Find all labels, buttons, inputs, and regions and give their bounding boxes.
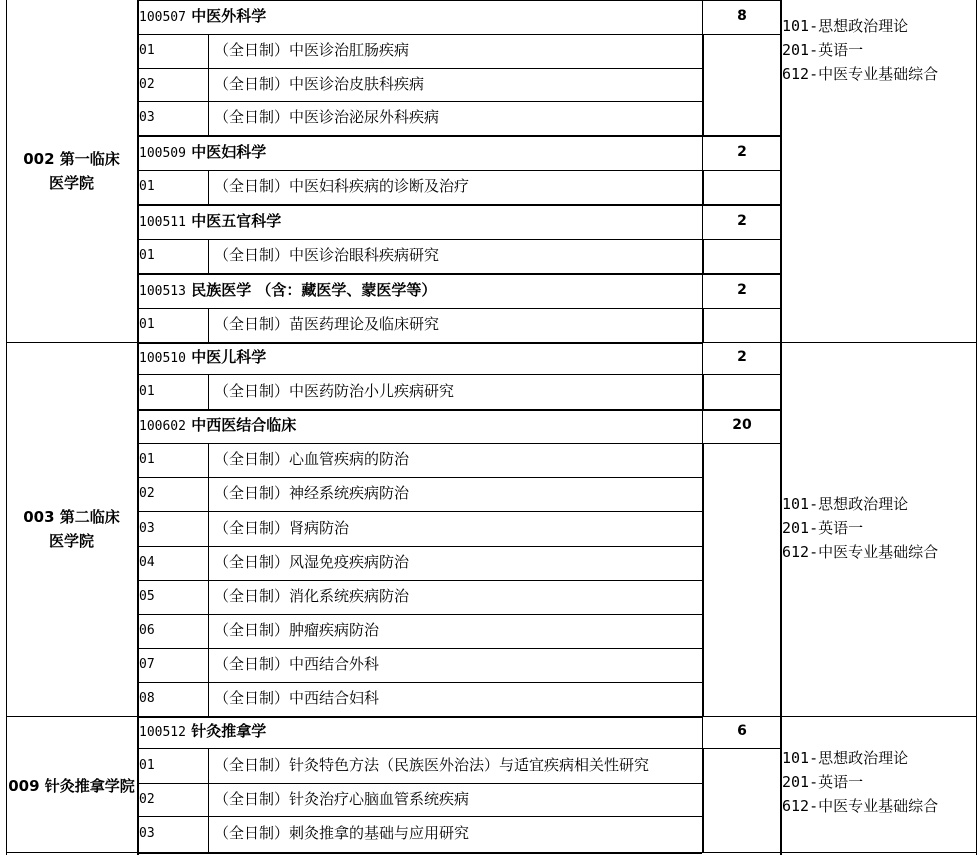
direction-row-top [137,546,702,547]
quota-column-edge [702,34,704,135]
direction-name: （全日制）中医妇科疾病的诊断及治疗 [214,177,470,195]
direction-divider [208,374,209,409]
major-title [139,280,437,299]
direction-divider [208,308,209,342]
direction-row-top [137,748,702,749]
direction-number: 03 [139,110,155,125]
major-title [139,142,267,161]
quota-divider [702,342,703,374]
exam-subject: 201-英语一 [782,41,864,59]
direction-row-top [137,511,702,512]
direction-name: （全日制）中医诊治眼科疾病研究 [214,246,440,264]
major-code: 100510 [139,351,186,366]
direction-name: （全日制）刺灸推拿的基础与应用研究 [214,824,470,842]
quota-row-line [702,443,780,444]
major-row-top [137,716,780,717]
direction-name: （全日制）针灸治疗心脑血管系统疾病 [214,789,470,808]
exam-subject: 101-思想政治理论 [782,495,909,513]
major-quota: 20 [732,417,752,433]
major-code: 100602 [139,419,186,434]
direction-divider [208,648,209,682]
direction-row-top [137,648,702,649]
direction-name: （全日制）中医药防治小儿疾病研究 [214,381,455,400]
quota-divider [702,0,703,34]
dept-name [6,774,137,798]
direction-row-top [137,816,702,817]
direction-divider [208,34,209,68]
major-code: 100512 [139,725,186,740]
quota-divider [702,273,703,308]
direction-number: 02 [139,486,155,501]
direction-divider [208,170,209,204]
direction-row-top [137,614,702,615]
direction-number: 01 [139,248,155,263]
exam-subject: 101-思想政治理论 [782,17,909,35]
exam-subject: 101-思想政治理论 [782,749,909,767]
dept-name-line2: 医学院 [48,532,94,550]
direction-row-top [137,101,702,102]
direction-divider [208,68,209,101]
direction-row-top [137,170,702,171]
direction-name: （全日制）肿瘤疾病防治 [214,621,380,639]
quota-row-line [702,239,780,240]
direction-name: （全日制）风湿免疫疾病防治 [214,553,410,571]
direction-row-top [137,308,702,309]
direction-number: 01 [139,383,155,399]
major-row-top [137,273,780,275]
bottom-rule [6,852,977,853]
exam-subject: 612-中医专业基础综合 [782,797,939,815]
major-quota: 2 [737,212,747,229]
major-row-top [137,342,780,343]
major-title [139,9,266,24]
major-title [139,211,282,230]
quota-column-edge [702,170,704,204]
quota-column-edge [702,443,704,716]
direction-divider [208,748,209,783]
major-name: 针灸推拿学 [191,722,267,740]
major-quota: 6 [737,723,747,739]
direction-number: 05 [139,589,155,604]
direction-divider [208,546,209,580]
exam-subject: 612-中医专业基础综合 [782,65,939,83]
direction-number: 02 [139,791,155,807]
major-row-top [137,135,780,137]
major-title [139,418,296,433]
direction-number: 01 [139,757,155,773]
direction-number: 08 [139,691,155,706]
direction-row-top [137,783,702,784]
direction-row-top [137,477,702,478]
major-quota: 2 [737,281,747,298]
direction-name: （全日制）神经系统疾病防治 [214,484,410,502]
quota-divider [702,716,703,748]
major-title [139,350,266,365]
direction-number: 04 [139,555,155,570]
major-row-top [137,409,780,411]
direction-name: （全日制）肾病防治 [214,518,350,537]
dept-name [6,505,137,553]
direction-number: 03 [139,826,155,841]
direction-name: （全日制）苗医药理论及临床研究 [214,315,440,333]
direction-divider [208,614,209,648]
direction-divider [208,783,209,816]
direction-divider [208,580,209,614]
major-name: 中医儿科学 [191,348,267,366]
direction-divider [208,239,209,273]
major-code: 100511 [139,214,186,230]
major-quota: 2 [737,349,747,365]
direction-row-top [137,580,702,581]
direction-row-top [137,374,702,375]
quota-column-edge [702,308,704,342]
dept-name-line1: 003 第二临床 [23,508,120,526]
major-row-top [137,0,780,1]
direction-name: （全日制）中医诊治泌尿外科疾病 [214,108,440,126]
major-name: 民族医学 （含：藏医学、蒙医学等） [191,280,437,299]
direction-number: 02 [139,76,155,92]
direction-name: （全日制）心血管疾病的防治 [214,450,410,468]
major-code: 100507 [139,10,186,25]
left-border [6,0,7,855]
direction-number: 01 [139,43,155,58]
major-code: 100513 [139,283,186,299]
exam-subjects [782,492,938,564]
exam-subjects [782,746,938,818]
exam-subjects [782,14,938,86]
direction-number: 01 [139,452,155,467]
quota-row-line [702,308,780,309]
direction-name: （全日制）中医诊治皮肤科疾病 [214,74,425,93]
major-row-top [137,204,780,206]
quota-column-edge [702,748,704,852]
direction-row-top [137,443,702,444]
major-title [139,724,266,739]
dept-name-line1: 009 针灸推拿学院 [8,776,135,795]
major-quota: 8 [737,8,747,24]
major-quota: 2 [737,143,747,160]
direction-name: （全日制）中西结合妇科 [214,689,380,707]
direction-number: 01 [139,179,155,194]
major-code: 100509 [139,145,186,161]
direction-divider [208,816,209,852]
dept-separator [6,342,137,343]
direction-name: （全日制）中西结合外科 [214,655,380,673]
major-name: 中医五官科学 [191,211,282,230]
direction-name: （全日制）消化系统疾病防治 [214,587,410,605]
major-name: 中医妇科学 [191,142,267,161]
direction-number: 01 [139,317,155,332]
exam-separator [780,716,977,717]
exam-subject: 201-英语一 [782,773,864,791]
direction-name: （全日制）中医诊治肛肠疾病 [214,41,410,59]
major-name: 中西医结合临床 [191,416,297,434]
direction-divider [208,477,209,511]
exam-separator [780,342,977,343]
quota-row-line [702,34,780,35]
direction-number: 03 [139,520,155,536]
direction-divider [208,443,209,477]
direction-row-top [137,682,702,683]
dept-name-line2: 医学院 [48,174,94,192]
exam-subject: 201-英语一 [782,519,864,537]
quota-divider [702,204,703,239]
dept-name [6,147,137,195]
major-name: 中医外科学 [191,7,267,25]
quota-row-line [702,374,780,375]
direction-row-top [137,34,702,35]
direction-number: 06 [139,623,155,638]
dept-separator [6,716,137,717]
quota-divider [702,135,703,170]
direction-divider [208,511,209,546]
direction-name: （全日制）针灸特色方法（民族医外治法）与适宜疾病相关性研究 [214,755,650,774]
quota-row-line [702,170,780,171]
dept-name-line1: 002 第一临床 [23,150,120,168]
direction-row-top [137,68,702,69]
direction-divider [208,101,209,135]
quota-row-line [702,748,780,749]
direction-divider [208,682,209,716]
direction-number: 07 [139,657,155,672]
direction-row-top [137,239,702,240]
quota-column-edge [702,374,704,409]
quota-divider [702,409,703,443]
quota-column-edge [702,239,704,273]
exam-subject: 612-中医专业基础综合 [782,543,939,561]
